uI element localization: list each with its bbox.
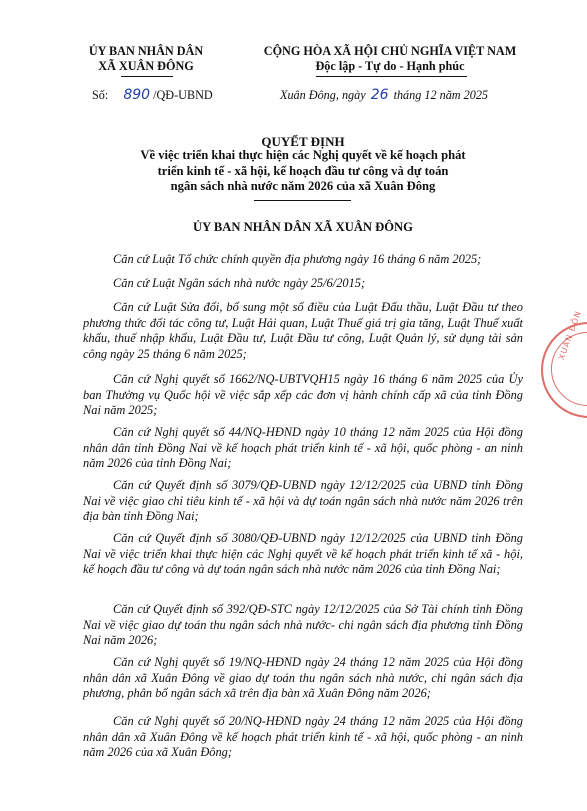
issuing-org bbox=[66, 44, 226, 74]
date-suffix: tháng 12 năm 2025 bbox=[393, 88, 489, 102]
legal-basis-8: Căn cứ Quyết định số 392/QĐ-STC ngày 12/12/2025 của Sở Tài chính tỉnh Đồng Nai về việc giao dự toán thu ngân sách nhà nước- chi ngân sách địa phương tỉnh Đồng Nai năm 2026; bbox=[83, 602, 523, 648]
nation-line-2: Độc lập - Tự do - Hạnh phúc bbox=[315, 59, 465, 73]
document-title: QUYẾT ĐỊNH bbox=[261, 134, 345, 149]
motto-underline bbox=[316, 76, 467, 77]
subject-line-3: ngân sách nhà nước năm 2026 của xã Xuân Đông bbox=[170, 179, 436, 193]
subject-line-1: Về việc triển khai thực hiện các Nghị quyết về kế hoạch phát bbox=[140, 148, 466, 162]
legal-basis-10: Căn cứ Nghị quyết số 20/NQ-HĐND ngày 24 tháng 12 năm 2025 của Hội đồng nhân dân xã Xuân Đông về kế hoạch phát triển kinh tế - xã hội, quốc phòng - an ninh năm 2026 của xã Xuân Đông; bbox=[83, 714, 523, 760]
seal-text: XUÂN ĐÔN bbox=[557, 309, 584, 362]
nation-line-1: CỘNG HÒA XÃ HỘI CHỦ NGHĨA VIỆT NAM bbox=[263, 44, 517, 58]
legal-basis-1: Căn cứ Luật Tổ chức chính quyền địa phương ngày 16 tháng 6 năm 2025; bbox=[113, 252, 482, 266]
legal-basis-9: Căn cứ Nghị quyết số 19/NQ-HĐND ngày 24 tháng 12 năm 2025 của Hội đồng nhân dân xã Xuân Đông về giao dự toán thu ngân sách nhà nước, chi ngân sách địa phương, phân bổ ngân sách xã trên địa bàn xã Xuân Đông năm 2026; bbox=[83, 655, 523, 701]
legal-basis-7: Căn cứ Quyết định số 3080/QĐ-UBND ngày 12/12/2025 của UBND tỉnh Đồng Nai về việc triển khai thực hiện các Nghị quyết về kế hoạch phát triển kinh tế xã - hội, kế hoạch đầu tư công và dự toán ngân sách nhà nước năm 2026 của tỉnh Đồng Nai; bbox=[83, 531, 523, 577]
number-handwritten: 890 bbox=[123, 87, 151, 103]
org-line-2: XÃ XUÂN ĐÔNG bbox=[98, 59, 194, 73]
date-day-handwritten: 26 bbox=[370, 87, 389, 103]
national-motto bbox=[240, 44, 540, 74]
legal-basis-6: Căn cứ Quyết định số 3079/QĐ-UBND ngày 12/12/2025 của UBND tỉnh Đồng Nai về việc giao chỉ tiêu kinh tế - xã hội và dự toán ngân sách nhà nước năm 2026 trên địa bàn tỉnh Đồng Nai; bbox=[83, 478, 523, 524]
date-prefix: Xuân Đông, ngày bbox=[280, 88, 366, 102]
legal-basis-2: Căn cứ Luật Ngân sách nhà nước ngày 25/6/2015; bbox=[113, 276, 366, 290]
subject-line-2: triển kinh tế - xã hội, kế hoạch đầu tư công và dự toán bbox=[157, 163, 449, 178]
legal-basis-4: Căn cứ Nghị quyết số 1662/NQ-UBTVQH15 ngày 16 tháng 6 năm 2025 của Ủy ban Thường vụ Quốc hội về việc sắp xếp các đơn vị hành chính cấp xã của tỉnh Đồng Nai năm 2025; bbox=[83, 372, 523, 418]
legal-basis-3: Căn cứ Luật Sửa đổi, bổ sung một số điều của Luật Đấu thầu, Luật Đầu tư theo phương thức đối tác công tư, Luật Hải quan, Luật Thuế giá trị gia tăng, Luật Thuế xuất khẩu, thuế nhập khẩu, Luật Đầu tư, Luật Đầu tư công, Luật Quản lý, sử dụng tài sản công ngày 25 tháng 6 năm 2025; bbox=[83, 300, 523, 361]
org-underline bbox=[121, 76, 173, 77]
subject-underline bbox=[254, 200, 351, 201]
document-subject bbox=[83, 148, 523, 195]
number-suffix: /QĐ-UBND bbox=[153, 88, 213, 102]
org-line-1: ỦY BAN NHÂN DÂN bbox=[88, 44, 204, 58]
legal-basis-5: Căn cứ Nghị quyết số 44/NQ-HĐND ngày 10 tháng 12 năm 2025 của Hội đồng nhân dân tỉnh Đồng Nai về kế hoạch phát triển kinh tế - xã hội, quốc phòng - an ninh năm 2026 của tỉnh Đồng Nai; bbox=[83, 425, 523, 471]
document-number bbox=[92, 88, 252, 103]
authority-heading: ỦY BAN NHÂN DÂN XÃ XUÂN ĐÔNG bbox=[193, 220, 413, 234]
document-date bbox=[280, 88, 550, 103]
number-prefix: Số: bbox=[92, 88, 109, 102]
official-seal bbox=[541, 309, 587, 418]
